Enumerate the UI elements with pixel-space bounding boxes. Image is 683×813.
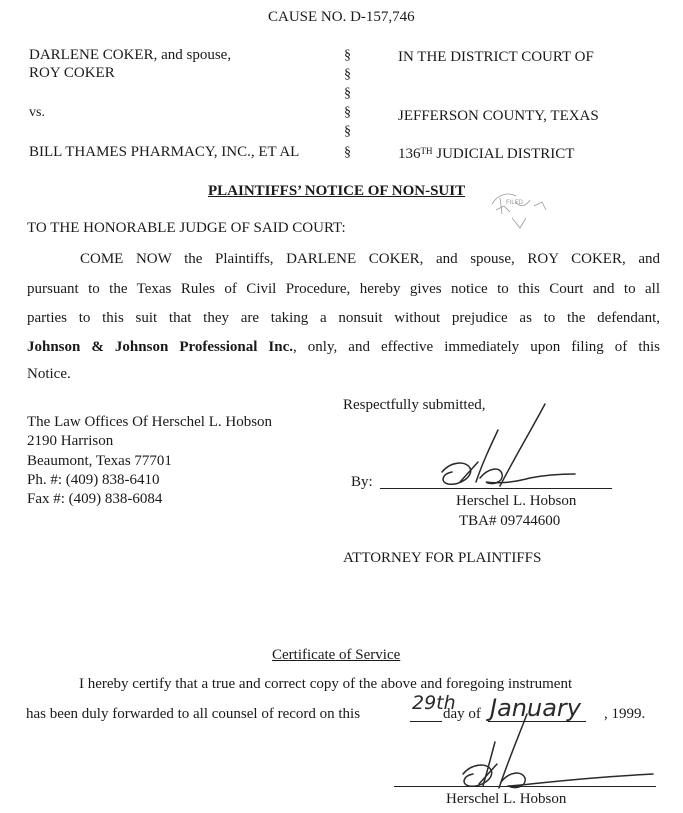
section-symbol: § bbox=[344, 145, 351, 160]
handwritten-month: January bbox=[490, 694, 581, 722]
section-symbol: § bbox=[344, 86, 351, 101]
bar-number: TBA# 09744600 bbox=[459, 513, 561, 529]
section-symbol: § bbox=[344, 48, 351, 63]
body-line-5: Notice. bbox=[27, 366, 71, 382]
firm-name: The Law Offices Of Herschel L. Hobson bbox=[27, 414, 273, 430]
attorney-name: Herschel L. Hobson bbox=[456, 493, 577, 509]
firm-city: Beaumont, Texas 77701 bbox=[27, 453, 172, 469]
caption-versus: vs. bbox=[29, 105, 45, 120]
certificate-line-2c: , 1999. bbox=[604, 706, 646, 722]
day-blank-line bbox=[410, 721, 442, 722]
certificate-line-2b: day of bbox=[443, 706, 481, 722]
certificate-line-1: I hereby certify that a true and correct copy of the above and foregoing instrument bbox=[79, 676, 573, 692]
body-line-3: parties to this suit that they are taking a nonsuit without prejudice as to the defendant, bbox=[27, 310, 660, 326]
caption-plaintiff-2: ROY COKER bbox=[29, 65, 115, 81]
attorney-signature bbox=[430, 402, 610, 492]
firm-phone: Ph. #: (409) 838-6410 bbox=[27, 472, 160, 488]
firm-street: 2190 Harrison bbox=[27, 433, 114, 449]
caption-defendant: BILL THAMES PHARMACY, INC., ET AL bbox=[29, 144, 300, 160]
attorney-role: ATTORNEY FOR PLAINTIFFS bbox=[343, 550, 542, 566]
certificate-signature bbox=[455, 712, 655, 792]
section-symbol: § bbox=[344, 105, 351, 120]
body-line-1: COME NOW the Plaintiffs, DARLENE COKER, and spouse, ROY COKER, and bbox=[80, 251, 660, 267]
filing-stamp-text: FILED bbox=[506, 199, 523, 206]
salutation: TO THE HONORABLE JUDGE OF SAID COURT: bbox=[27, 220, 346, 236]
certificate-title: Certificate of Service bbox=[272, 647, 401, 663]
body-line-2: pursuant to the Texas Rules of Civil Procedure, hereby gives notice to this Court and to all bbox=[27, 281, 660, 297]
defendant-name: Johnson & Johnson Professional Inc. bbox=[27, 339, 294, 355]
caption-court: IN THE DISTRICT COURT OF bbox=[398, 49, 594, 65]
document-title: PLAINTIFFS’ NOTICE OF NON-SUIT bbox=[208, 183, 466, 199]
caption-county: JEFFERSON COUNTY, TEXAS bbox=[398, 108, 599, 124]
respectfully-submitted: Respectfully submitted, bbox=[343, 397, 486, 413]
certificate-signer: Herschel L. Hobson bbox=[446, 791, 567, 807]
caption-district: 136TH JUDICIAL DISTRICT bbox=[398, 146, 575, 162]
certificate-signature-line bbox=[394, 786, 656, 787]
handwritten-day: 29th bbox=[412, 692, 456, 714]
firm-fax: Fax #: (409) 838-6084 bbox=[27, 491, 163, 507]
section-symbol: § bbox=[344, 67, 351, 82]
certificate-line-2a: has been duly forwarded to all counsel of record on this bbox=[26, 706, 361, 722]
body-line-4: Johnson & Johnson Professional Inc., only, and effective immediately upon filing of this bbox=[27, 339, 660, 355]
section-symbol: § bbox=[344, 124, 351, 139]
cause-number: CAUSE NO. D-157,746 bbox=[268, 9, 415, 25]
caption-plaintiff-1: DARLENE COKER, and spouse, bbox=[29, 47, 232, 63]
by-label: By: bbox=[351, 474, 373, 490]
filing-stamp bbox=[486, 184, 556, 234]
